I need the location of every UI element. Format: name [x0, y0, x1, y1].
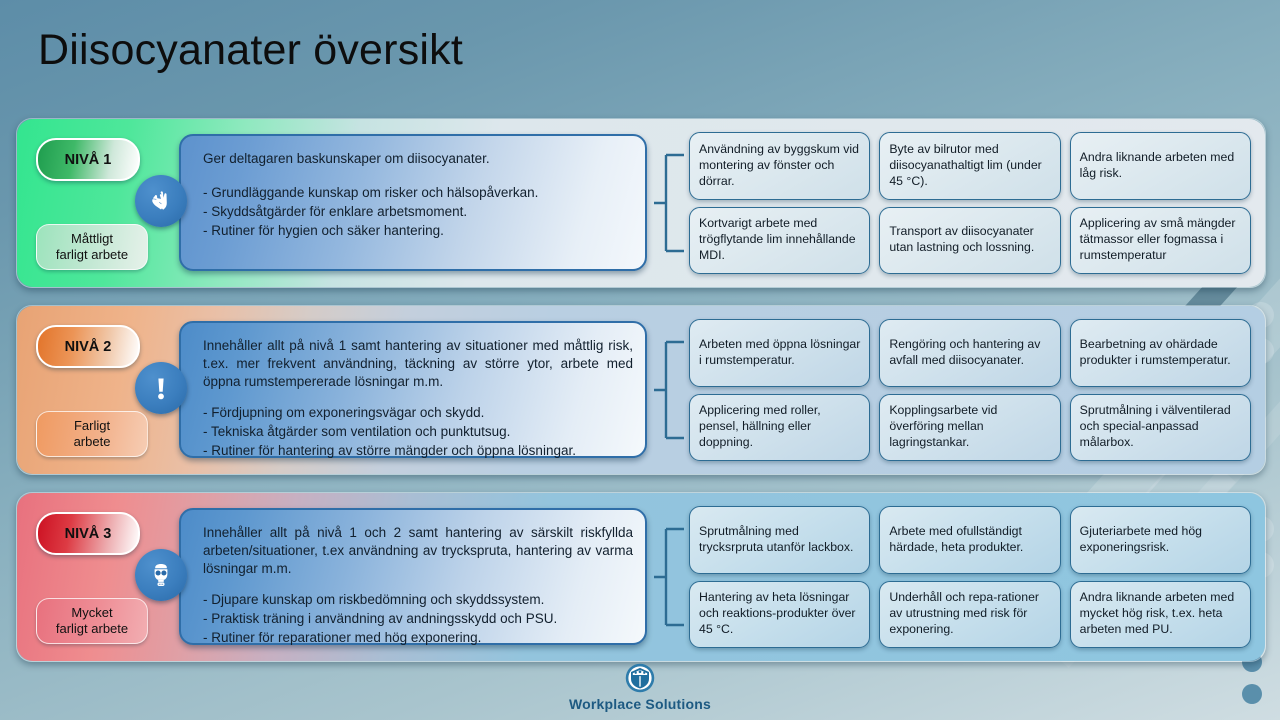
example-card[interactable]: [879, 207, 1060, 275]
example-card[interactable]: [689, 132, 870, 200]
example-card-text: Applicering med roller, pensel, hällning eller doppning.: [699, 403, 821, 450]
example-card[interactable]: [689, 506, 870, 574]
level-badge-2[interactable]: NIVÅ 2: [36, 325, 140, 368]
level-bullet: - Grundläggande kunskap om risker och hälsopåverkan.: [203, 184, 539, 200]
example-card[interactable]: [689, 581, 870, 649]
example-card[interactable]: [879, 506, 1060, 574]
footer-brand: Workplace Solutions: [568, 696, 711, 712]
example-card[interactable]: [689, 394, 870, 462]
level-row-2: [16, 305, 1266, 475]
level-bullet: - Skyddsåtgärder för enklare arbetsmoment.: [203, 203, 468, 219]
level-row-1: [16, 118, 1266, 288]
example-card-text: Andra liknande arbeten med mycket hög risk, t.ex. heta arbeten med PU.: [1079, 590, 1235, 637]
level-headline: Innehåller allt på nivå 1 samt hantering av situationer med måttlig risk, t.ex. mer frekvent användning, täckning av större ytor, arbete med öppna rumstempererade lösningar m.m.: [203, 338, 633, 389]
level-row-3: [16, 492, 1266, 662]
level-sublabel-2: [36, 411, 148, 457]
example-card[interactable]: [1070, 207, 1251, 275]
level-bullet-list: [203, 404, 633, 461]
example-card-grid-3: [689, 506, 1251, 648]
level-sublabel-line1: Mycket: [71, 605, 113, 621]
level-badge-3[interactable]: NIVÅ 3: [36, 512, 140, 555]
level-headline: Ger deltagaren baskunskaper om diisocyanater.: [203, 151, 490, 166]
example-card-text: Arbete med ofullständigt härdade, heta produkter.: [889, 523, 1024, 554]
level-sublabel-line2: arbete: [73, 434, 111, 449]
example-card-text: Sprutmålning i välventilerad och special-anpassad målarbox.: [1079, 403, 1231, 450]
example-card[interactable]: [1070, 394, 1251, 462]
example-card-text: Användning av byggskum vid montering av fönster och dörrar.: [699, 141, 859, 188]
example-card-text: Andra liknande arbeten med låg risk.: [1079, 149, 1235, 180]
example-card[interactable]: [879, 394, 1060, 462]
spacer: [203, 395, 633, 404]
example-card[interactable]: [879, 581, 1060, 649]
exclamation-mark-icon: [135, 362, 187, 414]
level-sublabel-line2: farligt arbete: [55, 247, 129, 262]
level-bullet: - Tekniska åtgärder som ventilation och punktutsug.: [203, 424, 511, 440]
example-card-text: Kopplingsarbete vid överföring mellan lagringstankar.: [889, 403, 998, 450]
example-card-text: Sprutmålning med trycksrpruta utanför lackbox.: [699, 523, 854, 554]
example-card[interactable]: [689, 207, 870, 275]
level-sublabel-3: [36, 598, 148, 644]
level-bullet: - Praktisk träning i användning av andningsskydd och PSU.: [203, 611, 558, 627]
safety-gloves-icon: [135, 175, 187, 227]
example-card-text: Arbeten med öppna lösningar i rumstemperatur.: [699, 336, 861, 367]
level-sublabel-line1: Måttligt: [71, 231, 113, 247]
level-sublabel-line1: Farligt: [73, 418, 111, 434]
footer: [0, 663, 1280, 712]
example-card[interactable]: [1070, 581, 1251, 649]
levels-container: [16, 118, 1266, 679]
level-headline: Innehåller allt på nivå 1 och 2 samt hantering av särskilt riskfyllda arbeten/situationer, t.ex användning av tryckspruta, hantering av varma lösningar m.m.: [203, 525, 633, 576]
example-card-grid-2: [689, 319, 1251, 461]
example-card[interactable]: [879, 132, 1060, 200]
bracket-connector: [654, 141, 684, 265]
level-bullet: - Djupare kunskap om riskbedömning och skyddssystem.: [203, 592, 545, 608]
example-card-text: Kortvarigt arbete med trögflytande lim innehållande MDI.: [699, 216, 856, 263]
example-card[interactable]: [1070, 319, 1251, 387]
level-sublabel-1: [36, 224, 148, 270]
page-title: Diisocyanater översikt: [38, 26, 463, 74]
level-bullet: - Rutiner för hygien och säker hantering.: [203, 222, 444, 238]
shield-logo-icon: [625, 663, 655, 693]
example-card-text: Bearbetning av ohärdade produkter i rumstemperatur.: [1079, 336, 1231, 367]
example-card-grid-1: [689, 132, 1251, 274]
example-card-text: Byte av bilrutor med diisocyanathaltigt lim (under 45 °C).: [889, 141, 1042, 188]
bracket-connector: [654, 515, 684, 639]
spacer: [203, 173, 633, 184]
level-sublabel-line2: farligt arbete: [55, 621, 129, 636]
gas-mask-icon: [135, 549, 187, 601]
example-card[interactable]: [879, 319, 1060, 387]
example-card-text: Transport av diisocyanater utan lastning och lossning.: [889, 224, 1035, 255]
example-card[interactable]: [689, 319, 870, 387]
example-card[interactable]: [1070, 132, 1251, 200]
bracket-connector: [654, 328, 684, 452]
level-description-2: [179, 321, 647, 458]
level-bullet: - Rutiner för reparationer med hög exponering.: [203, 630, 482, 646]
level-bullet: - Fördjupning om exponeringsvägar och skydd.: [203, 405, 485, 421]
example-card[interactable]: [1070, 506, 1251, 574]
spacer: [203, 582, 633, 591]
level-description-3: [179, 508, 647, 645]
example-card-text: Applicering av små mängder tätmassor eller fogmassa i rumstemperatur: [1079, 216, 1236, 263]
level-bullet-list: [203, 591, 633, 648]
level-description-1: [179, 134, 647, 271]
level-bullet-list: [203, 184, 633, 241]
example-card-text: Gjuteriarbete med hög exponeringsrisk.: [1079, 523, 1203, 554]
level-badge-1[interactable]: NIVÅ 1: [36, 138, 140, 181]
example-card-text: Rengöring och hantering av avfall med diisocyanater.: [889, 336, 1041, 367]
example-card-text: Underhåll och repa-rationer av utrustning med risk för exponering.: [889, 590, 1040, 637]
level-bullet: - Rutiner för hantering av större mängder och öppna lösningar.: [203, 443, 576, 459]
example-card-text: Hantering av heta lösningar och reaktions-produkter över 45 °C.: [699, 590, 856, 637]
